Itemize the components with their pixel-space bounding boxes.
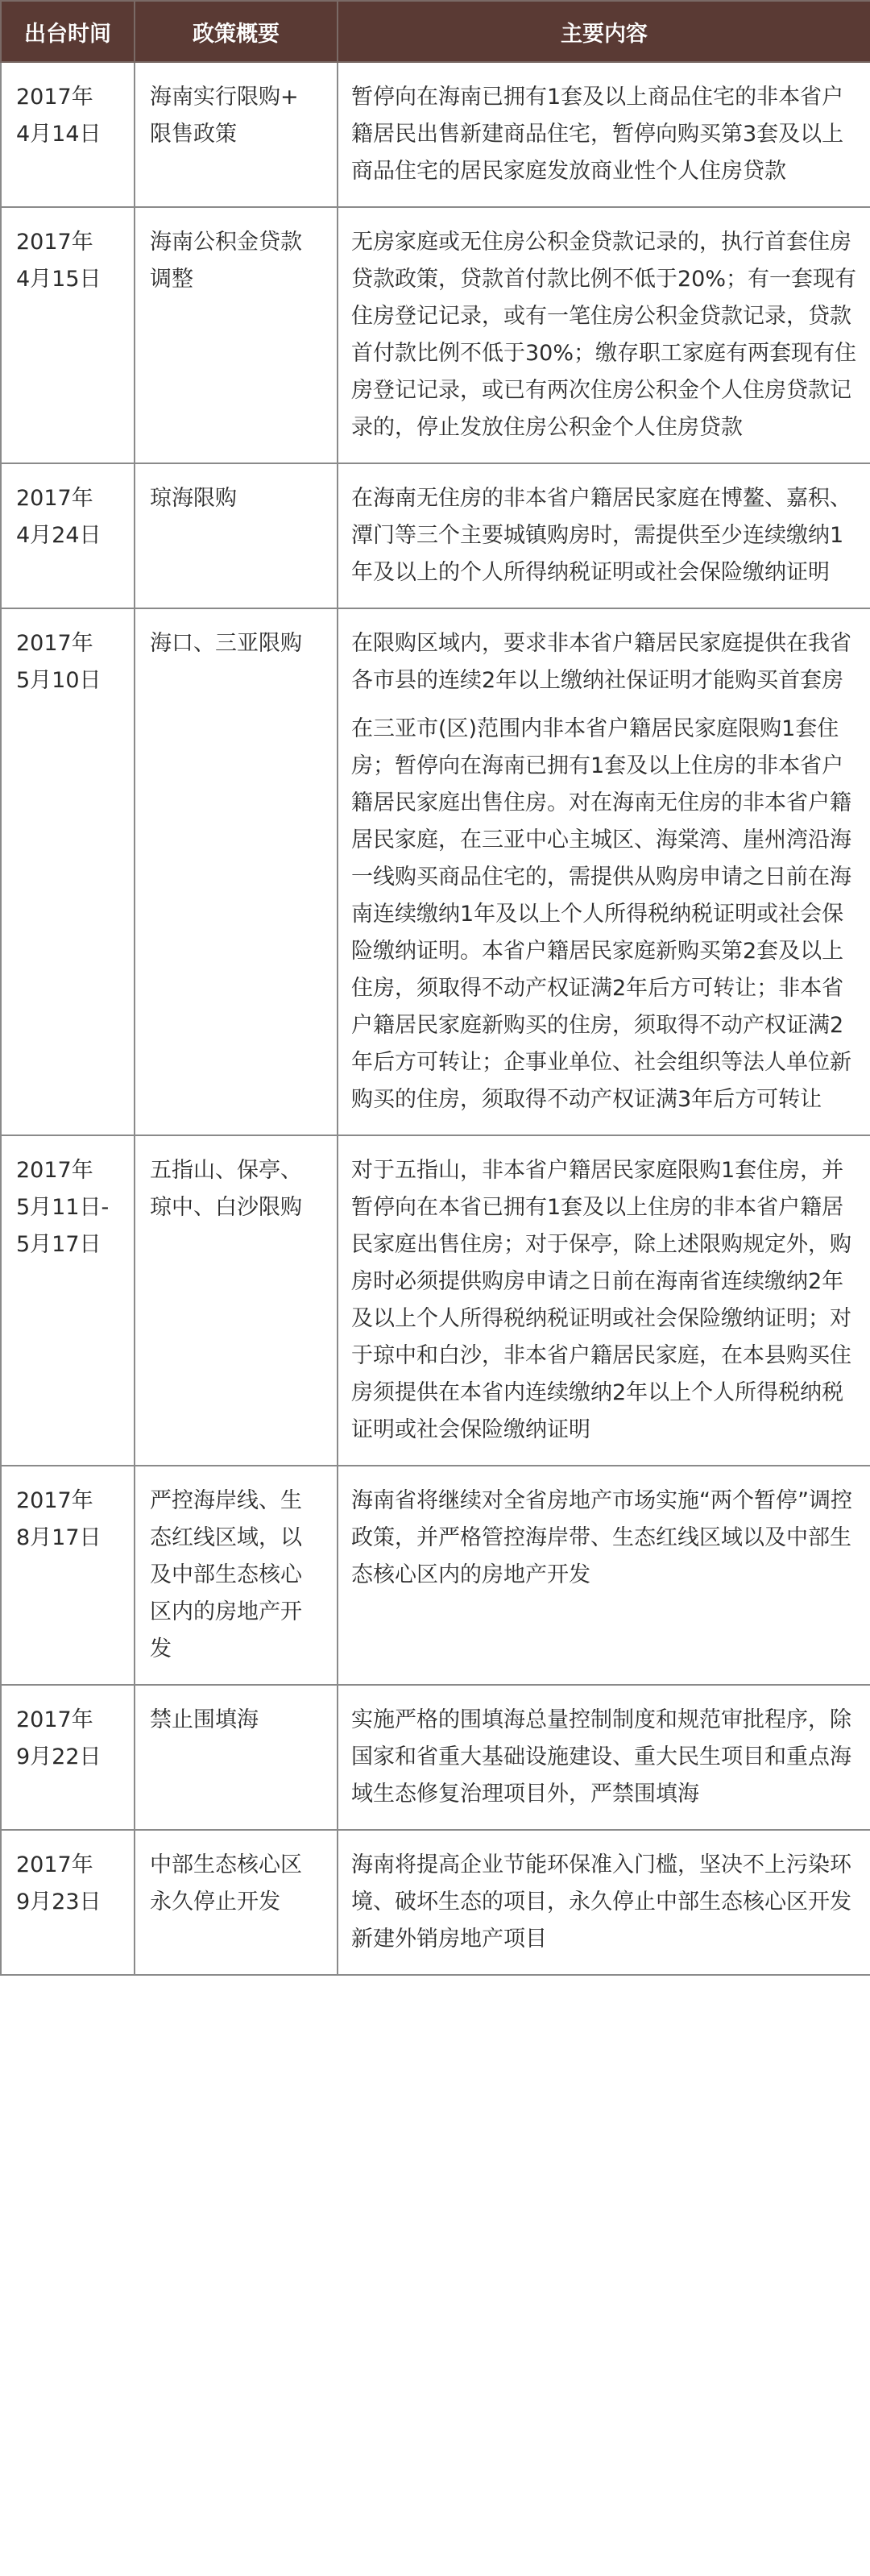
date-line: 2017年 bbox=[16, 230, 93, 255]
content-paragraph: 无房家庭或无住房公积金贷款记录的，执行首套住房贷款政策，贷款首付款比例不低于20%；有一套现有住房登记记录，或有一笔住房公积金贷款记录，贷款首付款比例不低于30%；缴存职工家庭有两套现有住房登记记录，或已有两次住房公积金个人住房贷款记录的，停止发放住房公积金个人住房贷款 bbox=[351, 230, 857, 440]
content-cell bbox=[338, 62, 870, 207]
table-body bbox=[1, 62, 870, 1975]
summary-cell bbox=[135, 62, 338, 207]
table-row bbox=[1, 1466, 870, 1685]
date-line: 4月14日 bbox=[16, 122, 102, 147]
content-paragraph: 在三亚市(区)范围内非本省户籍居民家庭限购1套住房；暂停向在海南已拥有1套及以上住房的非本省户籍居民家庭出售住房。对在海南无住房的非本省户籍居民家庭，在三亚中心主城区、海棠湾、崖州湾沿海一线购买商品住宅的，需提供从购房申请之日前在海南连续缴纳1年及以上个人所得税纳税证明或社会保险缴纳证明。本省户籍居民家庭新购买第2套及以上住房，须取得不动产权证满2年后方可转让；非本省户籍居民家庭新购买的住房，须取得不动产权证满2年后方可转让；企事业单位、社会组织等法人单位新购买的住房，须取得不动产权证满3年后方可转让 bbox=[351, 716, 851, 1112]
summary-cell bbox=[135, 608, 338, 1135]
table-row bbox=[1, 1685, 870, 1830]
date-cell bbox=[1, 207, 135, 463]
summary-cell bbox=[135, 207, 338, 463]
date-line: 2017年 bbox=[16, 85, 93, 110]
table-row bbox=[1, 207, 870, 463]
date-line: 2017年 bbox=[16, 631, 93, 656]
content-cell bbox=[338, 1685, 870, 1830]
summary-line: 区内的房地产开 bbox=[150, 1599, 302, 1624]
table-row bbox=[1, 1135, 870, 1466]
summary-cell bbox=[135, 1466, 338, 1685]
content-paragraph: 实施严格的围填海总量控制制度和规范审批程序，除国家和省重大基础设施建设、重大民生项目和重点海域生态修复治理项目外，严禁围填海 bbox=[351, 1707, 851, 1807]
summary-line: 态红线区域，以 bbox=[150, 1525, 302, 1550]
summary-cell bbox=[135, 1685, 338, 1830]
content-cell bbox=[338, 608, 870, 1135]
summary-line: 琼海限购 bbox=[150, 486, 237, 511]
table-row bbox=[1, 463, 870, 608]
date-line: 5月10日 bbox=[16, 668, 102, 693]
content-paragraph: 海南将提高企业节能环保准入门槛，坚决不上污染环境、破坏生态的项目，永久停止中部生态核心区开发新建外销房地产项目 bbox=[351, 1852, 851, 1952]
summary-line: 禁止围填海 bbox=[150, 1707, 259, 1732]
date-line: 8月17日 bbox=[16, 1525, 102, 1550]
date-line: 4月15日 bbox=[16, 267, 102, 292]
content-paragraph: 在海南无住房的非本省户籍居民家庭在博鳌、嘉积、潭门等三个主要城镇购房时，需提供至少连续缴纳1年及以上的个人所得纳税证明或社会保险缴纳证明 bbox=[351, 486, 851, 585]
date-cell bbox=[1, 463, 135, 608]
date-line: 4月24日 bbox=[16, 523, 102, 548]
date-cell bbox=[1, 608, 135, 1135]
content-paragraph: 对于五指山，非本省户籍居民家庭限购1套住房，并暂停向在本省已拥有1套及以上住房的非本省户籍居民家庭出售住房；对于保亭，除上述限购规定外，购房时必须提供购房申请之日前在海南省连续缴纳2年及以上个人所得税纳税证明或社会保险缴纳证明；对于琼中和白沙，非本省户籍居民家庭，在本县购买住房须提供在本省内连续缴纳2年以上个人所得税纳税证明或社会保险缴纳证明 bbox=[351, 1158, 851, 1442]
date-line: 5月17日 bbox=[16, 1232, 102, 1257]
summary-line: 海口、三亚限购 bbox=[150, 631, 302, 656]
content-cell bbox=[338, 1135, 870, 1466]
content-cell bbox=[338, 1830, 870, 1975]
summary-line: 调整 bbox=[150, 267, 193, 292]
date-line: 9月23日 bbox=[16, 1889, 102, 1914]
date-cell bbox=[1, 1830, 135, 1975]
date-line: 2017年 bbox=[16, 1488, 93, 1513]
date-line: 5月11日- bbox=[16, 1195, 110, 1220]
date-cell bbox=[1, 1466, 135, 1685]
content-cell bbox=[338, 207, 870, 463]
content-paragraph: 暂停向在海南已拥有1套及以上商品住宅的非本省户籍居民出售新建商品住宅，暂停向购买第3套及以上商品住宅的居民家庭发放商业性个人住房贷款 bbox=[351, 85, 844, 184]
summary-line: 及中部生态核心 bbox=[150, 1562, 302, 1587]
date-line: 2017年 bbox=[16, 1707, 93, 1732]
content-paragraph: 海南省将继续对全省房地产市场实施“两个暂停”调控政策，并严格管控海岸带、生态红线区域以及中部生态核心区内的房地产开发 bbox=[351, 1488, 852, 1587]
date-line: 2017年 bbox=[16, 486, 93, 511]
date-line: 2017年 bbox=[16, 1852, 93, 1877]
summary-line: 永久停止开发 bbox=[150, 1889, 280, 1914]
header-content: 主要内容 bbox=[338, 1, 870, 62]
date-cell bbox=[1, 1135, 135, 1466]
date-cell bbox=[1, 1685, 135, 1830]
date-line: 9月22日 bbox=[16, 1744, 102, 1769]
summary-line: 中部生态核心区 bbox=[150, 1852, 302, 1877]
summary-line: 琼中、白沙限购 bbox=[150, 1195, 302, 1220]
table-row bbox=[1, 62, 870, 207]
summary-line: 严控海岸线、生 bbox=[150, 1488, 302, 1513]
summary-line: 五指山、保亭、 bbox=[150, 1158, 302, 1183]
date-cell bbox=[1, 62, 135, 207]
summary-line: 发 bbox=[150, 1636, 172, 1661]
summary-cell bbox=[135, 1830, 338, 1975]
header-summary: 政策概要 bbox=[135, 1, 338, 62]
summary-line: 限售政策 bbox=[150, 122, 237, 147]
date-line: 2017年 bbox=[16, 1158, 93, 1183]
summary-line: 海南公积金贷款 bbox=[150, 230, 302, 255]
summary-cell bbox=[135, 1135, 338, 1466]
content-paragraph: 在限购区域内，要求非本省户籍居民家庭提供在我省各市县的连续2年以上缴纳社保证明才能购买首套房 bbox=[351, 631, 851, 693]
table-row bbox=[1, 1830, 870, 1975]
summary-cell bbox=[135, 463, 338, 608]
table-row bbox=[1, 608, 870, 1135]
header-date: 出台时间 bbox=[1, 1, 135, 62]
content-cell bbox=[338, 463, 870, 608]
content-cell bbox=[338, 1466, 870, 1685]
table-header-row bbox=[1, 1, 870, 62]
summary-line: 海南实行限购+ bbox=[150, 85, 299, 110]
